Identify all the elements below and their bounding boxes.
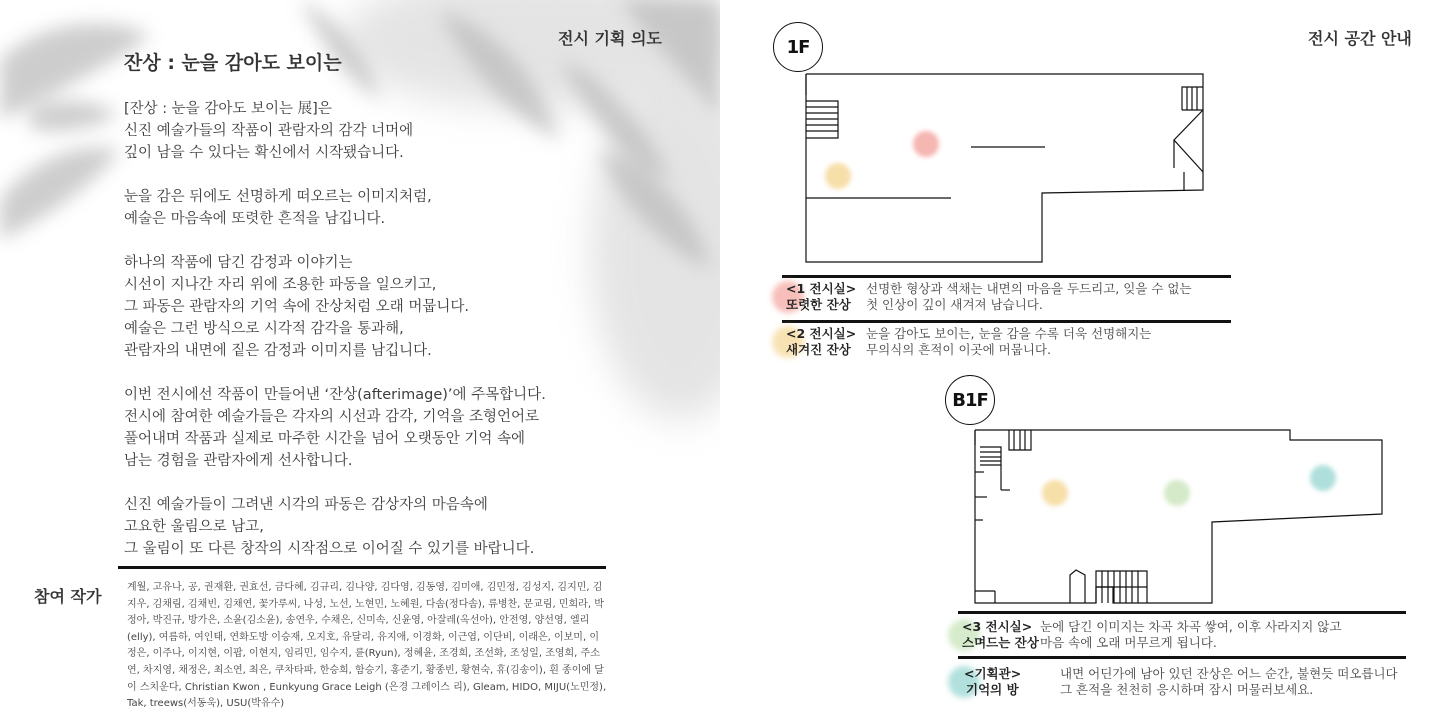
intro-line: 신진 예술가들이 그려낸 시각의 파동은 감상자의 마음속에 — [124, 497, 488, 513]
floor-1f-outline — [806, 74, 1203, 262]
room-description — [1060, 666, 1398, 698]
room-name — [964, 666, 1021, 698]
intro-line: [잔상 : 눈을 감아도 보이는 展]은 — [124, 101, 332, 117]
intro-paragraph — [124, 186, 594, 230]
intro-line: 그 울림이 또 다른 창작의 시작점으로 이어질 수 있기를 바랍니다. — [124, 541, 535, 557]
intro-line: 남는 경험을 관람자에게 선사합니다. — [124, 453, 353, 469]
room-marker-yellow — [825, 163, 851, 189]
intro-line: 예술은 마음속에 또렷한 흔적을 남깁니다. — [124, 211, 386, 227]
intro-line: 시선이 지나간 자리 위에 조용한 파동을 일으키고, — [124, 277, 437, 293]
floor-b1f-outline — [975, 430, 1382, 603]
intro-line: 관람자의 내면에 짙은 감정과 이미지를 남깁니다. — [124, 343, 432, 359]
room-marker-teal — [1310, 465, 1336, 491]
exhibition-intent-label: 전시 기획 의도 — [558, 29, 662, 48]
room-divider — [958, 656, 1406, 659]
room-title: 새겨진 잔상 — [786, 342, 851, 357]
stairs-1f-right — [1174, 87, 1203, 190]
room-title: 스며드는 잔상 — [962, 635, 1039, 650]
room-desc-line: 그 흔적을 천천히 응시하며 잠시 머물러보세요. — [1060, 682, 1314, 697]
room-marker-yellow — [1042, 480, 1068, 506]
artists-label: 참여 작가 — [34, 587, 102, 606]
room-title: 또렷한 잔상 — [786, 297, 851, 312]
stairs-b1f-bottom — [1070, 570, 1147, 603]
intro-line: 깊이 남을 수 있다는 확신에서 시작됐습니다. — [124, 145, 404, 161]
room-description — [866, 326, 1151, 358]
intro-line: 전시에 참여한 예술가들은 각자의 시선과 감각, 기억을 조형언어로 — [124, 409, 540, 425]
intro-line: 신진 예술가들의 작품이 관람자의 감각 너머에 — [124, 123, 414, 139]
intro-line: 그 파동은 관람자의 기억 속에 잔상처럼 오래 머뭅니다. — [124, 299, 470, 315]
intro-line: 고요한 울림으로 남고, — [124, 519, 264, 535]
room-desc-line: 눈에 담긴 이미지는 차곡 차곡 쌓여, 이후 사라지지 않고 — [1040, 619, 1342, 634]
room-desc-line: 선명한 형상과 색채는 내면의 마음을 두드리고, 잊을 수 없는 — [866, 281, 1192, 296]
room-number: <1 전시실> — [786, 281, 857, 296]
room-divider — [958, 611, 1406, 614]
exhibition-title: 잔상 : 눈을 감아도 보이는 — [124, 52, 342, 74]
section-divider — [118, 566, 606, 569]
right-page — [720, 0, 1440, 721]
exhibition-space-label: 전시 공간 안내 — [1308, 29, 1412, 48]
intro-line: 이번 전시에선 작품이 만들어낸 ‘잔상(afterimage)’에 주목합니다. — [124, 387, 546, 403]
room-desc-line: 내면 어딘가에 남아 있던 잔상은 어느 순간, 불현듯 떠오릅니다 — [1060, 666, 1398, 681]
artists-list: 계월, 고유나, 공, 권재환, 권효선, 금다혜, 김규리, 김나양, 김다영, 김동영, 김미애, 김민정, 김성지, 김지민, 김지우, 김채림, 김채빈, 김채연, 꽃가루씨, 나성, 노선, 노현민, 노혜원, 다솜(정다솜), 류병찬, 문교림, 민희라, 박정아, 박진규, 방가은, 소윤(김소윤), 송연우, 수채은, 신미속, 신윤영, 아잘레(옥선아), 안전영, 양선영, 엘리(elly), 여름하, 여인태, 연화도방 이승재, 오지호, 유달리, 유지애, 이경화, 이근엽, 이단비, 이래은, 이보미, 이정은, 이주나, 이지현, 이팝, 이현지, 임리민, 임수지, 륜(Ryun), 정혜윤, 조경희, 조선화, 조성일, 조영희, 주소연, 차지영, 채정은, 최소연, 최은, 쿠차타파, 한승희, 함승기, 홍준기, 황종빈, 황현숙, 휴(김송이), 흰 종이에 달이 스치운다, Christian Kwon , Eunkyung Grace Leigh (은경 그레이스 리), Gleam, HIDO, MIJU(노민정), Tak, treews(서동욱), USU(박유수) — [127, 582, 607, 710]
intro-paragraph — [124, 384, 594, 472]
room-title: 기억의 방 — [966, 682, 1019, 697]
intro-line: 눈을 감은 뒤에도 선명하게 떠오르는 이미지처럼, — [124, 189, 432, 205]
room-desc-line: 첫 인상이 깊이 새겨져 남습니다. — [866, 297, 1043, 312]
exhibition-intro — [124, 98, 594, 582]
room-name — [786, 281, 856, 313]
room-number: <3 전시실> — [962, 619, 1033, 634]
intro-line: 풀어내며 작품과 실제로 마주한 시간을 넘어 오랫동안 기억 속에 — [124, 431, 526, 447]
floor-badge-1f: 1F — [773, 22, 823, 72]
room-markers — [825, 131, 1336, 506]
intro-paragraph — [124, 494, 594, 560]
stairs-b1f-top — [1009, 430, 1031, 450]
floor-badge-b1f: B1F — [945, 375, 995, 425]
room-desc-line: 마음 속에 오래 머무르게 됩니다. — [1040, 635, 1217, 650]
intro-line: 하나의 작품에 담긴 감정과 이야기는 — [124, 255, 353, 271]
room-desc-line: 무의식의 흔적이 이곳에 머뭅니다. — [866, 342, 1051, 357]
room-name — [786, 326, 856, 358]
stairs-1f-left — [806, 101, 838, 138]
room-name — [962, 619, 1039, 651]
intro-paragraph — [124, 252, 594, 362]
room-divider — [782, 275, 1231, 278]
intro-paragraph — [124, 98, 594, 164]
room-description — [866, 281, 1192, 313]
room-description — [1040, 619, 1341, 651]
stairs-b1f-left — [975, 447, 1010, 520]
intro-line: 예술은 그런 방식으로 시각적 감각을 통과해, — [124, 321, 404, 337]
room-number: <기획관> — [964, 666, 1022, 681]
room-divider — [782, 320, 1231, 323]
room-marker-red — [913, 131, 939, 157]
room-number: <2 전시실> — [786, 326, 857, 341]
room-desc-line: 눈을 감아도 보이는, 눈을 감을 수록 더욱 선명해지는 — [866, 326, 1152, 341]
room-marker-green — [1164, 480, 1190, 506]
